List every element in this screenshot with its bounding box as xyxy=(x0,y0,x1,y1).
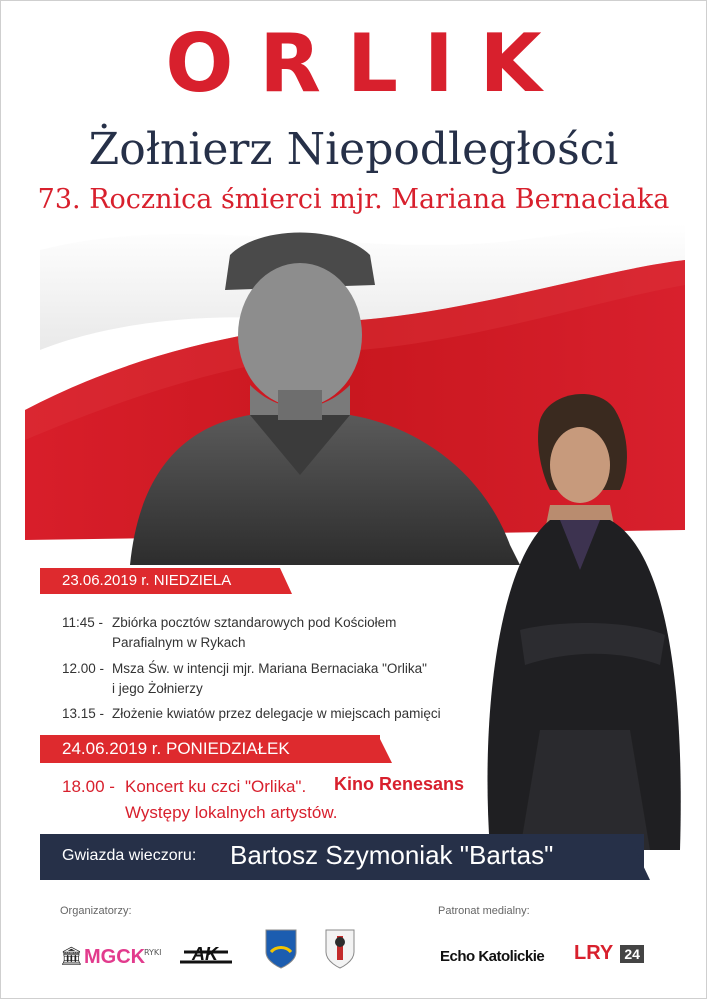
star-name: Bartosz Szymoniak "Bartas" xyxy=(230,840,554,870)
organizers-label: Organizatorzy: xyxy=(60,905,132,917)
anniversary-line: 73. Rocznica śmierci mjr. Mariana Bernaciaka xyxy=(37,184,670,215)
echo-text: Echo Katolickie xyxy=(440,948,545,965)
day1-item-3-time: 13.15 - xyxy=(62,706,105,721)
day2-date-ribbon xyxy=(40,735,380,763)
star-of-evening-bar xyxy=(40,834,644,880)
lry24-logo xyxy=(574,942,644,965)
star-label: Gwiazda wieczoru: xyxy=(62,847,197,864)
day1-date: 23.06.2019 r. NIEDZIELA xyxy=(62,572,232,589)
ryki-town-crest-icon xyxy=(324,928,356,970)
day1-item-1-text2: Parafialnym w Rykach xyxy=(112,635,246,650)
day2-time: 18.00 - xyxy=(62,777,115,796)
mgck-sub: RYKI xyxy=(144,948,162,957)
poster-subtitle: Żołnierz Niepodległości xyxy=(88,124,619,175)
mgck-text: MGCK xyxy=(84,946,146,968)
day1-date-ribbon xyxy=(40,568,280,594)
soldier-photo xyxy=(100,215,530,565)
artist-photo xyxy=(480,380,685,850)
day1-item-3-text: Złożenie kwiatów przez delegacje w miejscach pamięci xyxy=(112,706,441,721)
echo-katolickie-logo xyxy=(440,946,544,965)
day1-item-2-text2: i jego Żołnierzy xyxy=(112,681,203,696)
patron-label: Patronat medialny: xyxy=(438,905,530,917)
ryki-county-crest-icon xyxy=(264,928,298,970)
day1-item-1-time: 11:45 - xyxy=(62,615,104,630)
day1-item-2-text: Msza Św. w intencji mjr. Mariana Bernaciaka "Orlika" xyxy=(112,661,427,676)
ak-text: AK xyxy=(192,944,218,964)
lry-text: LRY xyxy=(574,942,614,964)
museum-icon: 🏛 xyxy=(60,946,83,967)
ak-logo xyxy=(178,942,234,966)
poster-title: ORLIK xyxy=(165,17,568,110)
day1-item-2-time: 12.00 - xyxy=(62,661,105,676)
day1-item-1-text: Zbiórka pocztów sztandarowych pod Kościołem xyxy=(112,615,397,630)
day2-event: Koncert ku czci "Orlika". xyxy=(125,777,307,796)
lry-num: 24 xyxy=(620,945,644,963)
day2-date: 24.06.2019 r. PONIEDZIAŁEK xyxy=(62,739,290,758)
day2-event2: Występy lokalnych artystów. xyxy=(125,803,338,822)
day2-venue: Kino Renesans xyxy=(334,774,465,794)
